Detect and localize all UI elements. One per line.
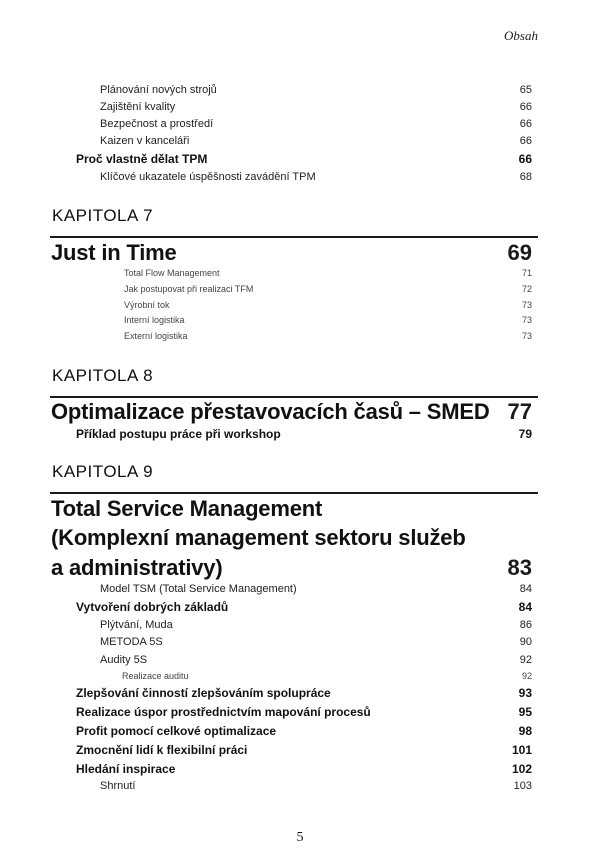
- toc-entry[interactable]: [0, 284, 532, 294]
- toc-entry[interactable]: [0, 600, 532, 614]
- chapter-page: 69: [507, 240, 532, 265]
- toc-entry[interactable]: [0, 686, 532, 700]
- toc-entry-title: Model TSM (Total Service Management): [100, 583, 297, 595]
- page-number: 5: [296, 830, 304, 845]
- toc-entry-title: Příklad postupu práce při workshop: [76, 427, 281, 441]
- chapter-label: KAPITOLA 9: [52, 462, 154, 481]
- toc-entry-page: 66: [519, 135, 532, 147]
- toc-entry[interactable]: [0, 762, 532, 776]
- toc-entry-page: 101: [511, 743, 532, 757]
- toc-entry-title: Kaizen v kanceláři: [100, 135, 190, 147]
- toc-entry-page: 84: [518, 600, 532, 614]
- toc-entry[interactable]: [0, 427, 532, 441]
- toc-entry-title: Shrnutí: [100, 780, 136, 792]
- toc-entry-title: Jak postupovat při realizaci TFM: [124, 284, 254, 294]
- toc-entry-title: Výrobní tok: [124, 300, 170, 310]
- toc-entry-page: 66: [518, 152, 532, 166]
- toc-entry[interactable]: [0, 152, 532, 166]
- toc-entry[interactable]: [0, 135, 532, 147]
- chapter-rule: [50, 492, 538, 494]
- chapter-rule: [50, 236, 538, 238]
- toc-entry[interactable]: [0, 654, 532, 666]
- toc-entry[interactable]: [0, 705, 532, 719]
- toc-entry-title: Profit pomocí celkové optimalizace: [76, 724, 277, 738]
- toc-entry-title: METODA 5S: [100, 636, 163, 648]
- toc-entry-page: 73: [521, 331, 532, 341]
- toc-entry-page: 71: [521, 268, 532, 278]
- toc-entry-page: 68: [519, 171, 532, 183]
- toc-entry-page: 66: [519, 101, 532, 113]
- chapter-page: 77: [507, 399, 532, 424]
- toc-entry[interactable]: [0, 671, 532, 681]
- chapter-label: KAPITOLA 8: [52, 366, 154, 385]
- toc-entry-title: Bezpečnost a prostředí: [100, 118, 214, 130]
- chapter-rule: [50, 396, 538, 398]
- toc-entry[interactable]: [0, 84, 532, 96]
- toc-entry-title: Zlepšování činností zlepšováním spolupráce: [76, 686, 331, 700]
- toc-entry[interactable]: [0, 636, 532, 648]
- toc-entry-title: Interní logistika: [124, 315, 185, 325]
- chapter-heading[interactable]: [0, 399, 532, 425]
- toc-entry[interactable]: [0, 101, 532, 113]
- toc-entry-page: 73: [521, 300, 532, 310]
- chapter-title-line[interactable]: Total Service Management: [51, 496, 323, 521]
- toc-entry[interactable]: [0, 171, 532, 183]
- toc-entry-page: 65: [519, 84, 532, 96]
- toc-entry[interactable]: [0, 300, 532, 310]
- toc-entry-page: 98: [518, 724, 532, 738]
- chapter-heading[interactable]: [0, 555, 532, 581]
- toc-entry-title: Vytvoření dobrých základů: [76, 600, 229, 614]
- toc-entry-page: 66: [519, 118, 532, 130]
- toc-entry[interactable]: [0, 315, 532, 325]
- toc-entry-title: Klíčové ukazatele úspěšnosti zavádění TPM: [100, 171, 316, 183]
- toc-entry-page: 72: [521, 284, 532, 294]
- toc-entry-title: Zmocnění lidí k flexibilní práci: [76, 743, 248, 757]
- toc-entry-title: Proč vlastně dělat TPM: [76, 152, 208, 166]
- chapter-heading[interactable]: [0, 240, 532, 266]
- toc-entry[interactable]: [0, 118, 532, 130]
- toc-entry[interactable]: [0, 743, 532, 757]
- toc-entry-page: 84: [519, 583, 532, 595]
- chapter-title-line: a administrativy): [51, 555, 223, 580]
- toc-entry[interactable]: [0, 724, 532, 738]
- toc-entry[interactable]: [0, 583, 532, 595]
- running-header: Obsah: [504, 28, 538, 43]
- toc-entry[interactable]: [0, 331, 532, 341]
- toc-entry-title: Total Flow Management: [124, 268, 220, 278]
- toc-entry-page: 86: [519, 619, 532, 631]
- toc-entry-page: 73: [521, 315, 532, 325]
- toc-entry[interactable]: [0, 268, 532, 278]
- chapter-page: 83: [507, 555, 532, 580]
- toc-entry-page: 90: [519, 636, 532, 648]
- toc-entry-title: Zajištění kvality: [100, 101, 176, 113]
- toc-entry[interactable]: [0, 619, 532, 631]
- toc-entry-page: 93: [518, 686, 532, 700]
- toc-entry-title: Realizace úspor prostřednictvím mapování procesů: [76, 705, 371, 719]
- toc-entry-page: 92: [519, 654, 532, 666]
- chapter-label: KAPITOLA 7: [52, 206, 154, 225]
- toc-entry-title: Audity 5S: [100, 654, 148, 666]
- toc-entry-title: Plánování nových strojů: [100, 84, 217, 96]
- chapter-title-line[interactable]: (Komplexní management sektoru služeb: [51, 525, 466, 550]
- toc-entry[interactable]: [0, 780, 532, 792]
- toc-entry-page: 79: [518, 427, 532, 441]
- chapter-title: Optimalizace přestavovacích časů – SMED: [51, 399, 490, 424]
- toc-entry-title: Externí logistika: [124, 331, 188, 341]
- toc-entry-page: 92: [521, 671, 532, 681]
- toc-entry-title: Realizace auditu: [122, 671, 189, 681]
- toc-entry-page: 102: [511, 762, 532, 776]
- toc-entry-page: 103: [513, 780, 532, 792]
- toc-entry-title: Plýtvání, Muda: [100, 619, 173, 631]
- toc-entry-page: 95: [518, 705, 532, 719]
- chapter-title: Just in Time: [51, 240, 177, 265]
- toc-entry-title: Hledání inspirace: [76, 762, 176, 776]
